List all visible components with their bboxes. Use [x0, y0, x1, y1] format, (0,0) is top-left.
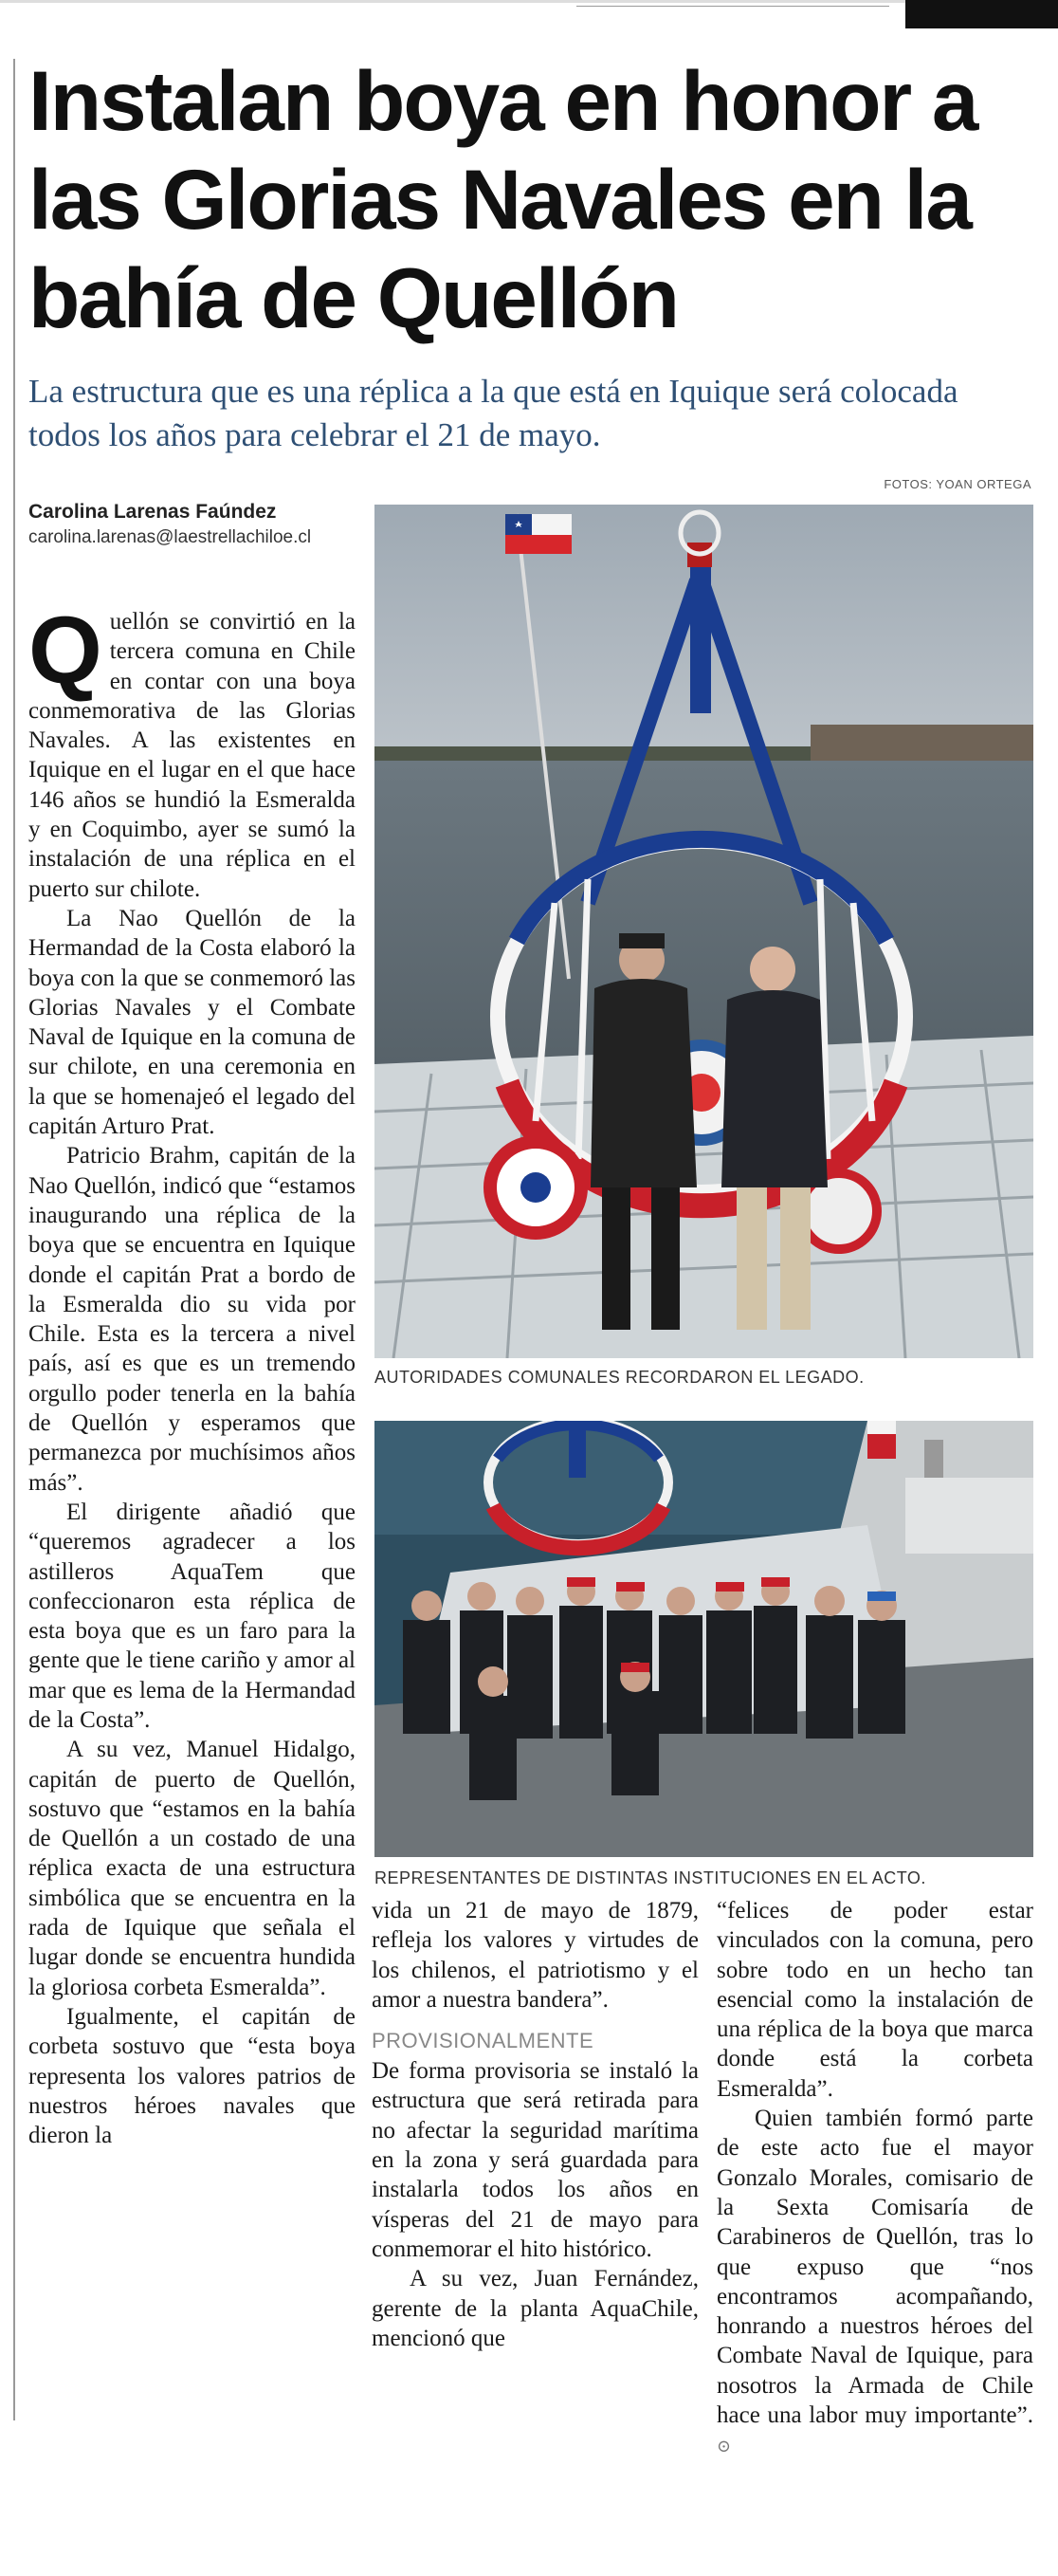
article-column-1: [28, 598, 356, 2150]
paragraph-text: uellón se convirtió en la tercera comuna en Chile en contar con una boya conmemorativa de las Glorias Navales. A las existentes en Iquique en el lugar en el que hace 146 años se hundió la Esmeralda y en Coquimbo, ayer se sumó la instalación de una réplica en el puerto sur chilote.: [28, 609, 356, 902]
photo-buoy-officials-image: [374, 505, 1033, 1358]
article-paragraph: Patricio Brahm, capitán de la Nao Quellón, indicó que “estamos inaugurando una réplica de la boya que se encuentra en Iquique donde el capitán Prat a bordo de la Esmeralda dio su vida por Chile. Esta es la tercera a nivel país, así es que es un tremendo orgullo poder tenerla en la bahía de Quellón y esperamos que permanezca por muchísimos años más”.: [28, 1143, 356, 1496]
article-paragraph: Igualmente, el capitán de corbeta sostuvo que “esta boya representa los valores patrios de nuestros héroes navales que dieron la: [28, 2003, 356, 2149]
section-subhead: PROVISIONALMENTE: [372, 2029, 594, 2053]
article-paragraph: La Nao Quellón de la Hermandad de la Costa elaboró la boya con la que se conmemoró las Glorias Navales y el Combate Naval de Iquique en la comuna de sur chilote, en una ceremonia en la que se homenajeó el legado del capitán Arturo Prat.: [28, 905, 356, 1140]
photo-credit: FOTOS: YOAN ORTEGA: [884, 477, 1031, 491]
page-top-bar: [0, 0, 1058, 30]
article-paragraph: [717, 2104, 1033, 2462]
article-paragraph: “felices de poder estar vinculados con la comuna, pero sobre todo en un hecho tan esencial como la instalación de una réplica de la boya que marca donde está la corbeta Esmeralda”.: [717, 1898, 1033, 2102]
photo1-caption: AUTORIDADES COMUNALES RECORDARON EL LEGADO.: [374, 1368, 865, 1387]
paragraph-text: Quien también formó parte de este acto fue el mayor Gonzalo Morales, comisario de la Sexta Comisaría de Carabineros de Quellón, tras lo que expuso que “nos encontramos acompañando, honrando a nuestros héroes del Combate Naval de Iquique, para nosotros la Armada de Chile hace una labor muy importante”.: [717, 2106, 1033, 2429]
article-column-3: [717, 1896, 1033, 2462]
photo-group-aboard: [374, 1421, 1033, 1857]
article-column-2: [372, 1896, 699, 2353]
headline: Instalan boya en honor a las Glorias Navales en la bahía de Quellón: [28, 53, 977, 345]
left-margin-rule: [13, 59, 15, 2420]
end-mark-icon: ⊙: [717, 2437, 732, 2456]
deck-subtitle: La estructura que es una réplica a la que está en Iquique será colocada todos los años para celebrar el 21 de mayo.: [28, 373, 958, 453]
article-paragraph: [28, 598, 356, 904]
article-paragraph: vida un 21 de mayo de 1879, refleja los valores y virtudes de los chilenos, el patriotismo y el amor a nuestra bandera”.: [372, 1898, 699, 2013]
photo-buoy-officials: [374, 505, 1033, 1358]
photo-group-aboard-image: [374, 1421, 1033, 1857]
article-paragraph: A su vez, Manuel Hidalgo, capitán de puerto de Quellón, sostuvo que “estamos en la bahía de Quellón a un costado de una réplica exacta de una estructura simbólica que se encuentra en la rada de Iquique que señala el lugar donde se encuentra hundida la gloriosa corbeta Esmeralda”.: [28, 1737, 356, 2000]
drop-cap: Q: [28, 598, 102, 704]
byline-author: Carolina Larenas Faúndez: [28, 501, 277, 523]
article-paragraph: El dirigente añadió que “queremos agradecer a los astilleros AquaTem que confeccionaron esta réplica de esta boya que es un faro para la gente que le tiene cariño y amor al mar que es lema de la Hermandad de la Costa”.: [28, 1499, 356, 1733]
top-rule: [0, 0, 1058, 3]
byline-email: carolina.larenas@laestrellachiloe.cl: [28, 527, 312, 547]
section-tab: [576, 0, 889, 7]
section-marker-block: [905, 0, 1058, 28]
article-paragraph: De forma provisoria se instaló la estructura que será retirada para no afectar la seguridad marítima en la zona y será guardada para instalarla todos los años en vísperas del 21 de mayo para conmemorar el hito histórico.: [372, 2058, 699, 2262]
article-paragraph: A su vez, Juan Fernández, gerente de la planta AquaChile, mencionó que: [372, 2266, 699, 2351]
photo2-caption: REPRESENTANTES DE DISTINTAS INSTITUCIONES EN EL ACTO.: [374, 1868, 926, 1887]
